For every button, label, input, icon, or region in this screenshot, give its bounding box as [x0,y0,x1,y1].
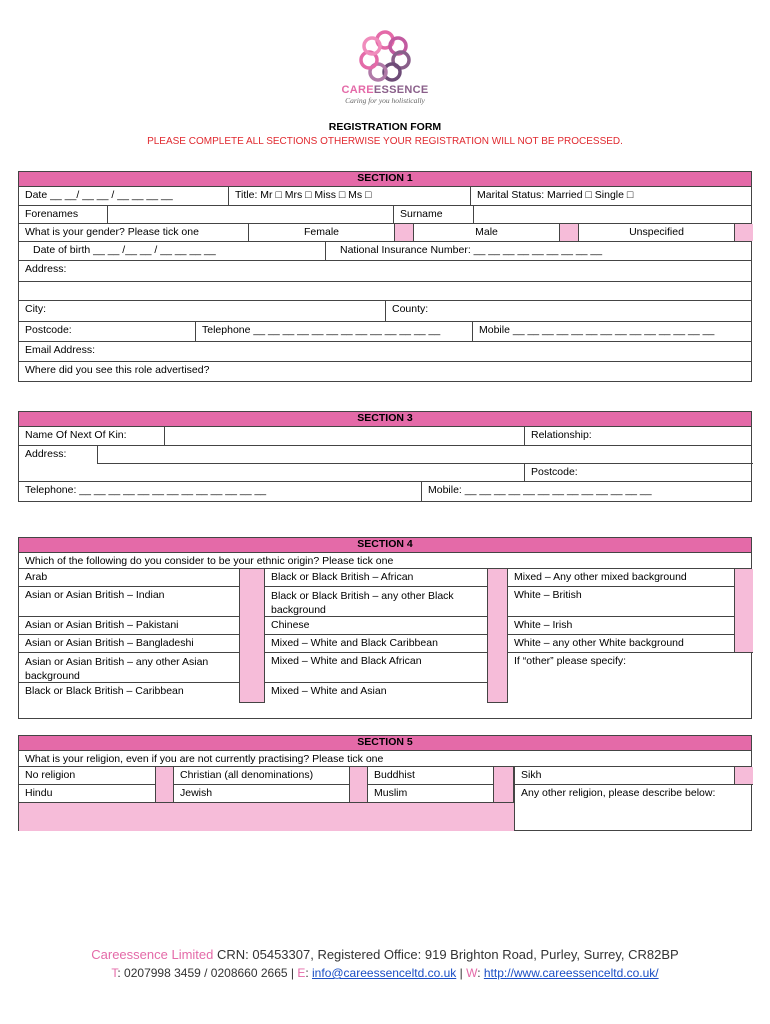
kin-address-input[interactable] [97,446,753,464]
ethnic-black-african-label: Black or Black British – African [265,569,487,587]
postcode-field[interactable]: Postcode: [25,324,72,336]
ethnic-column-1-checkboxes[interactable] [239,569,265,703]
gender-unspecified-checkbox[interactable] [734,224,753,241]
county-field[interactable]: County: [385,301,753,321]
religion-other-label: Any other religion, please describe below: [514,785,753,831]
footer-company-line [0,947,770,962]
next-of-kin-label: Name Of Next Of Kin: [25,429,127,441]
footer-email-link[interactable]: info@careessenceltd.co.uk [312,966,457,980]
ethnic-white-british-label: White – British [508,587,734,617]
religion-buddhist-label: Buddhist [368,767,493,785]
ethnic-white-black-caribbean-label: Mixed – White and Black Caribbean [265,635,487,653]
section-3-header: SECTION 3 [18,411,752,427]
mobile-field[interactable]: Mobile __ __ __ __ __ __ __ __ __ __ __ __ __ __ [472,322,753,341]
ethnic-other-black-label: Black or Black British – any other Black background [265,587,487,617]
email-field[interactable]: Email Address: [25,344,96,356]
date-of-birth-field[interactable]: Date of birth __ __ /__ __ / __ __ __ __ [33,244,216,256]
gender-male-checkbox[interactable] [559,224,578,241]
footer-web-label: W [466,966,478,980]
religion-christian-label: Christian (all denominations) [174,767,349,785]
address-input[interactable] [19,282,753,300]
relationship-field[interactable]: Relationship: [524,427,753,445]
ethnic-origin-question: Which of the following do you consider to be your ethnic origin? Please tick one [25,555,394,567]
address-label: Address: [25,263,67,275]
marital-status-options[interactable]: Marital Status: Married □ Single □ [470,187,753,205]
gender-question: What is your gender? Please tick one [25,226,199,238]
ethnic-black-caribbean-label: Black or Black British – Caribbean [25,685,184,697]
ethnic-white-asian-label: Mixed – White and Asian [271,685,387,697]
ethnic-bangladeshi-label: Asian or Asian British – Bangladeshi [19,635,239,653]
footer-phone-label: T [111,966,118,980]
footer-separator: | [456,966,467,980]
section-5-header: SECTION 5 [18,735,752,751]
advertised-field[interactable]: Where did you see this role advertised? [25,364,210,376]
footer-registration: CRN: 05453307, Registered Office: 919 Brighton Road, Purley, Surrey, CR82BP [213,947,679,962]
logo-flower-icon [357,30,413,82]
section-1-header: SECTION 1 [18,171,752,187]
next-of-kin-input[interactable] [164,427,524,445]
surname-label: Surname [393,206,473,223]
religion-question: What is your religion, even if you are not currently practising? Please tick one [25,753,384,765]
national-insurance-field[interactable]: National Insurance Number: __ __ __ __ __ __ __ __ __ [325,242,753,260]
brand-tagline: Caring for you holistically [345,96,425,105]
ethnic-other-asian-label: Asian or Asian British – any other Asian background [19,653,239,683]
religion-jewish-label: Jewish [174,785,349,803]
religion-sikh-checkbox[interactable] [734,767,753,785]
section-4 [18,537,752,719]
city-field[interactable]: City: [25,303,46,315]
section-1 [18,171,752,382]
kin-mobile-field[interactable]: Mobile: __ __ __ __ __ __ __ __ __ __ __ __ __ [421,482,753,501]
form-title: REGISTRATION FORM [328,121,442,133]
footer-company-name: Careessence Limited [91,947,214,962]
ethnic-chinese-label: Chinese [265,617,487,635]
date-field[interactable]: Date __ __/ __ __ / __ __ __ __ [25,189,173,201]
ethnic-white-irish-label: White – Irish [508,617,734,635]
ethnic-other-specify-field[interactable]: If “other” please specify: [514,655,627,667]
ethnic-other-white-label: White – any other White background [508,635,734,653]
ethnic-white-black-african-label: Mixed – White and Black African [265,653,487,683]
forenames-label: Forenames [25,208,79,220]
religion-hindu-label: Hindu [19,785,155,803]
title-options[interactable]: Title: Mr □ Mrs □ Miss □ Ms □ [228,187,490,205]
gender-female-label: Female [248,224,394,241]
brand-name: CAREESSENCE [341,84,429,96]
religion-column-2-checkboxes[interactable] [349,767,368,803]
form-warning: PLEASE COMPLETE ALL SECTIONS OTHERWISE YOUR REGISTRATION WILL NOT BE PROCESSED. [147,136,623,147]
telephone-field[interactable]: Telephone __ __ __ __ __ __ __ __ __ __ __ __ __ [195,322,472,341]
footer-website-link[interactable]: http://www.careessenceltd.co.uk/ [483,966,659,980]
religion-other-describe-input[interactable] [19,803,514,831]
ethnic-pakistani-label: Asian or Asian British – Pakistani [19,617,239,635]
religion-none-label: No religion [19,767,155,785]
ethnic-indian-label: Asian or Asian British – Indian [19,587,239,617]
ethnic-other-mixed-label: Mixed – Any other mixed background [508,569,734,587]
religion-column-1-checkboxes[interactable] [155,767,174,803]
religion-column-3-checkboxes[interactable] [493,767,514,803]
section-4-header: SECTION 4 [18,537,752,553]
ethnic-column-2-checkboxes[interactable] [487,569,508,703]
forenames-input[interactable] [107,206,393,223]
ethnic-column-3-checkboxes[interactable] [734,569,753,653]
kin-telephone-field[interactable]: Telephone: __ __ __ __ __ __ __ __ __ __ __ __ __ [25,484,267,496]
ethnic-arab-label: Arab [19,569,239,587]
section-5 [18,735,752,831]
company-logo [330,30,440,110]
footer-phone-numbers: : 0207998 3459 / 0208660 2665 | [117,966,298,980]
section-3 [18,411,752,502]
gender-female-checkbox[interactable] [394,224,413,241]
footer-contact-line: T: 0207998 3459 / 0208660 2665 | E: info@careessenceltd.co.uk | W: http://www.careessenceltd.co.uk/ [111,966,659,980]
religion-muslim-label: Muslim [368,785,493,803]
surname-input[interactable] [473,206,753,223]
kin-postcode-field[interactable]: Postcode: [524,464,753,481]
kin-address-label: Address: [25,448,67,460]
gender-unspecified-label: Unspecified [578,224,734,241]
gender-male-label: Male [413,224,559,241]
religion-sikh-label: Sikh [514,767,734,785]
footer-email-label: E [297,966,306,980]
